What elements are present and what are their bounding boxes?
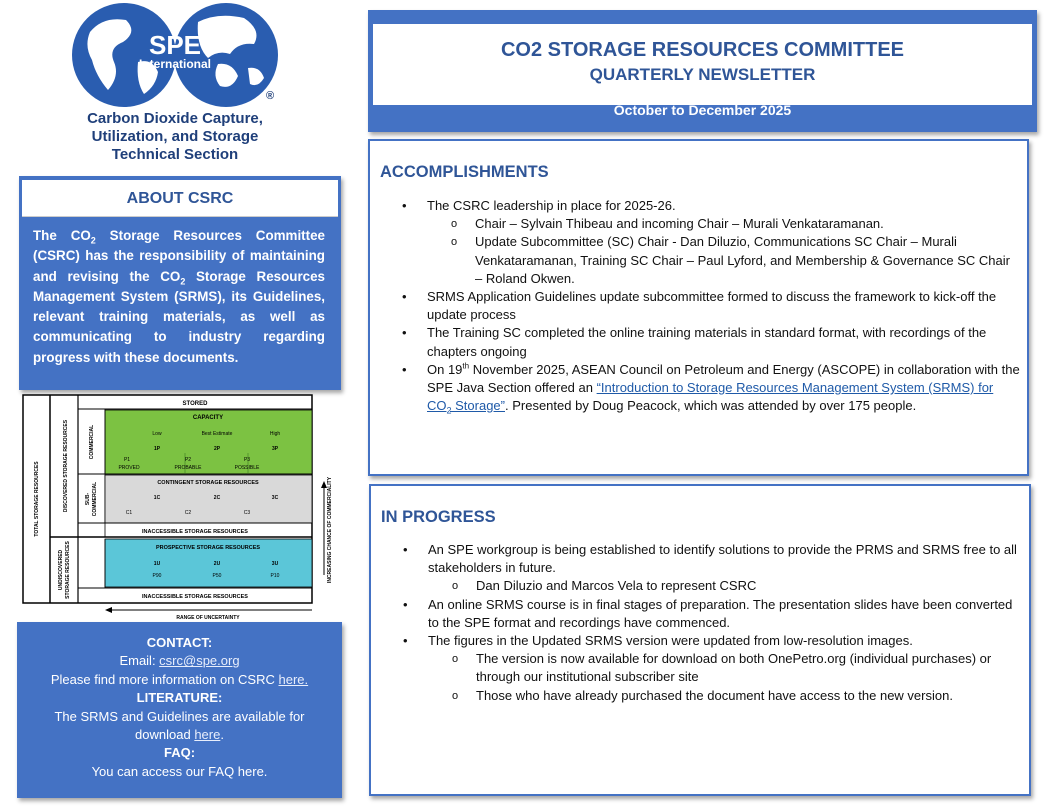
- svg-text:STORED: STORED: [182, 401, 208, 407]
- literature-label: LITERATURE:: [136, 690, 223, 706]
- about-heading: ABOUT CSRC: [22, 180, 338, 217]
- svg-text:1C: 1C: [153, 495, 161, 501]
- contact-label: CONTACT:: [146, 635, 213, 650]
- in-progress-panel: [369, 484, 1031, 796]
- svg-text:International: International: [138, 57, 212, 71]
- svg-text:P50: P50: [212, 573, 222, 579]
- svg-text:2U: 2U: [213, 561, 221, 567]
- svg-text:3P: 3P: [271, 446, 279, 452]
- svg-text:High: High: [269, 431, 281, 437]
- svg-text:P1: P1: [123, 457, 131, 463]
- header-title-block: [373, 24, 1032, 105]
- svg-text:CONTINGENT STORAGE RESOURCES: CONTINGENT STORAGE RESOURCES: [157, 480, 259, 486]
- list-item: • The CSRC leadership in place for 2025-26.: [380, 197, 1020, 215]
- svg-text:RANGE OF UNCERTAINTY: RANGE OF UNCERTAINTY: [176, 615, 240, 621]
- svg-text:INCREASING CHANCE OF COMMERCIA: INCREASING CHANCE OF COMMERCIALITY: [327, 476, 333, 584]
- svg-text:SUB-: SUB-: [85, 492, 91, 506]
- list-item: • The Training SC completed the online training materials in standard format, with recordings of the chapters ongoing: [380, 324, 1020, 360]
- list-item: • An SPE workgroup is being established to identify solutions to provide the PRMS and SRMS free to all stakeholders in future.: [381, 541, 1021, 577]
- literature-text: The SRMS and Guidelines are available for: [54, 708, 305, 724]
- svg-text:STORAGE RESOURCES: STORAGE RESOURCES: [65, 541, 71, 599]
- svg-text:C1: C1: [125, 510, 133, 516]
- spe-globe-logo: [68, 2, 282, 108]
- logo-caption: Carbon Dioxide Capture, Utilization, and Storage Technical Section: [87, 110, 263, 163]
- svg-text:C3: C3: [243, 510, 251, 516]
- svg-text:PROBABLE: PROBABLE: [174, 465, 202, 471]
- list-subitem: o Update Subcommittee (SC) Chair - Dan Diluzio, Communications SC Chair – Murali Venkataramanan, Training SC Chair – Paul Lyford, and Membership & Governance SC Chair – Roland Okwen.: [380, 233, 1020, 288]
- srms-classification-diagram: [22, 393, 334, 621]
- srms-course-link[interactable]: “Introduction to Storage Resources Management System (SRMS) for $CO_2$ Storage”: [427, 380, 994, 416]
- download-link[interactable]: here: [194, 727, 221, 743]
- svg-text:1U: 1U: [153, 561, 161, 567]
- download-line: download here.: [135, 727, 224, 743]
- svg-text:CAPACITY: CAPACITY: [192, 415, 224, 421]
- page-subtitle: QUARTERLY NEWSLETTER: [589, 65, 816, 84]
- svg-text:TOTAL STORAGE RESOURCES: TOTAL STORAGE RESOURCES: [34, 461, 40, 537]
- registered-mark-icon: ®: [266, 90, 275, 102]
- svg-text:P3: P3: [243, 457, 251, 463]
- svg-text:Best Estimate: Best Estimate: [201, 431, 233, 437]
- accomplishments-panel: [368, 139, 1029, 476]
- newsletter-header: [368, 10, 1037, 132]
- svg-text:C2: C2: [184, 510, 192, 516]
- list-subitem: o The version is now available for download on both OnePetro.org (individual purchases) or through our institutional subscriber site: [381, 650, 1021, 686]
- svg-text:DISCOVERED STORAGE RESOURCES: DISCOVERED STORAGE RESOURCES: [63, 419, 69, 513]
- list-item: • An online SRMS course is in final stages of preparation. The presentation slides have been converted to the SPE format and recordings have commenced.: [381, 596, 1021, 632]
- in-progress-title: IN PROGRESS: [381, 508, 496, 526]
- about-csrc-box: [19, 176, 341, 390]
- svg-text:SPE: SPE: [148, 30, 202, 60]
- svg-text:INACCESSIBLE STORAGE RESOURCES: INACCESSIBLE STORAGE RESOURCES: [142, 594, 248, 600]
- svg-text:COMMERCIAL: COMMERCIAL: [89, 424, 95, 460]
- accomplishments-list: [380, 197, 1020, 415]
- list-item: • The figures in the Updated SRMS version were updated from low-resolution images.: [381, 632, 1021, 650]
- email-line: Email: csrc@spe.org: [119, 653, 240, 669]
- csrc-info-link[interactable]: here.: [278, 671, 309, 687]
- svg-text:POSSIBLE: POSSIBLE: [234, 465, 260, 471]
- info-line: Please find more information on CSRC here.: [50, 671, 309, 687]
- svg-text:3U: 3U: [271, 561, 279, 567]
- svg-text:PROSPECTIVE STORAGE RESOURCES: PROSPECTIVE STORAGE RESOURCES: [155, 545, 261, 551]
- svg-text:2C: 2C: [213, 495, 221, 501]
- spe-logo: [64, 2, 294, 170]
- svg-text:2P: 2P: [213, 446, 221, 452]
- svg-text:P2: P2: [184, 457, 192, 463]
- svg-text:1P: 1P: [153, 446, 161, 452]
- contact-box: [17, 622, 342, 798]
- list-item: • SRMS Application Guidelines update subcommittee formed to discuss the framework to kick-off the update process: [380, 288, 1020, 324]
- list-subitem: o Chair – Sylvain Thibeau and incoming Chair – Murali Venkataramanan.: [380, 215, 1020, 233]
- svg-text:Low: Low: [152, 431, 162, 437]
- newsletter-date: October to December 2025: [613, 102, 792, 118]
- svg-text:INACCESSIBLE STORAGE RESOURCES: INACCESSIBLE STORAGE RESOURCES: [142, 529, 248, 535]
- svg-text:UNDISCOVERED: UNDISCOVERED: [58, 549, 64, 591]
- list-subitem: o Dan Diluzio and Marcos Vela to represent CSRC: [381, 577, 1021, 595]
- about-body: The $CO_2$ Storage Resources Committee (CSRC) has the responsibility of maintaining and revising the $CO_2$ Storage Resources Management System (SRMS), its Guidelines, relevant training materials, as well as communicating to industry regarding progress with these documents.: [33, 228, 325, 365]
- svg-text:3C: 3C: [271, 495, 279, 501]
- list-item: • On 19th November 2025, ASEAN Council on Petroleum and Energy (ASCOPE) in collaboration with the SPE Java Section offered an “Introduction to Storage Resources Management System (SRMS) for $CO_2$ Storage”. Presented by Doug Peacock, which was attended by over 175 people.: [380, 361, 1020, 416]
- in-progress-list: [381, 541, 1021, 705]
- faq-label: FAQ:: [163, 745, 196, 761]
- svg-text:PROVED: PROVED: [118, 465, 140, 471]
- svg-text:COMMERCIAL: COMMERCIAL: [92, 481, 98, 517]
- list-subitem: o Those who have already purchased the document have access to the new version.: [381, 687, 1021, 705]
- svg-text:P10: P10: [270, 573, 280, 579]
- email-link[interactable]: csrc@spe.org: [159, 653, 240, 669]
- faq-text[interactable]: You can access our FAQ here.: [91, 763, 268, 779]
- svg-text:P90: P90: [152, 573, 162, 579]
- page-title: CO2 STORAGE RESOURCES COMMITTEE: [500, 39, 904, 61]
- accomplishments-title: ACCOMPLISHMENTS: [380, 163, 549, 181]
